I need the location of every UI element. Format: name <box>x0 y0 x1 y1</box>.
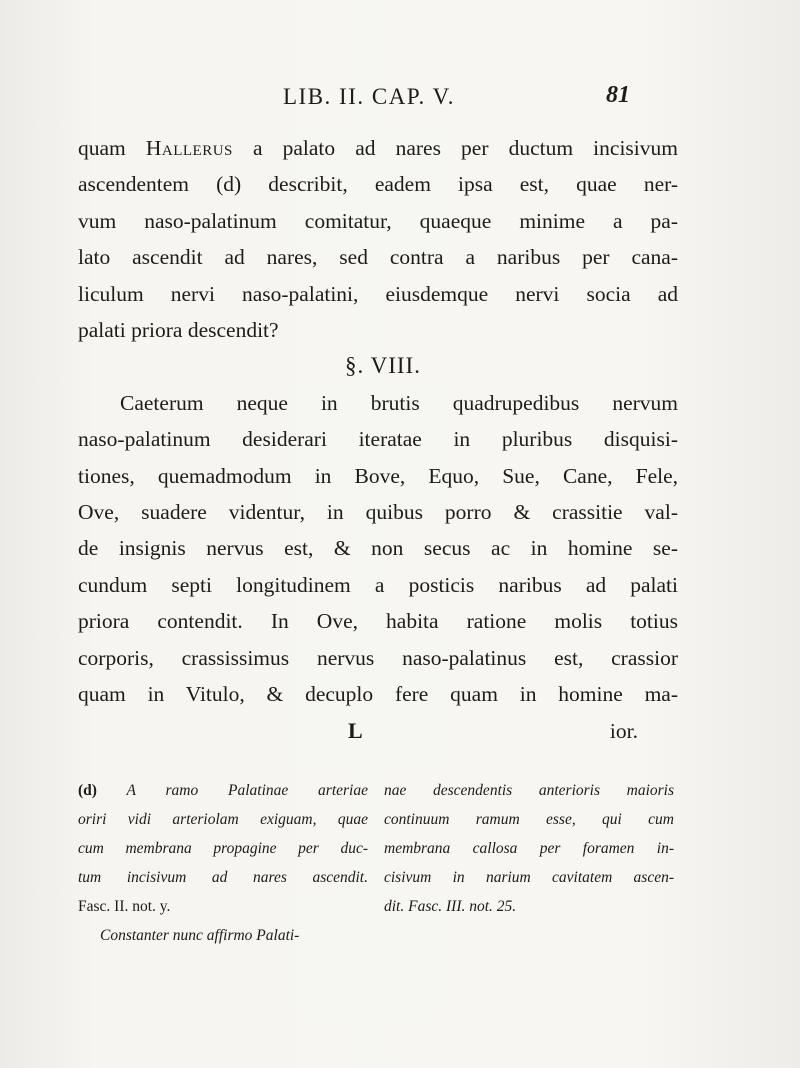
body-line: quam in Vitulo, & decuplo fere quam in homine ma- <box>78 682 678 707</box>
footnote-line: nae descendentis anterioris maioris <box>384 782 674 799</box>
body-line: ascendentem (d) describit, eadem ipsa est, quae ner- <box>78 172 678 197</box>
footnote-line: continuum ramum esse, qui cum <box>384 811 674 828</box>
body-line: tiones, quemadmodum in Bove, Equo, Sue, Cane, Fele, <box>78 463 678 488</box>
running-head: LIB. II. CAP. V. <box>283 84 456 109</box>
footnote-mark: (d) <box>78 782 97 799</box>
footnote-text: A ramo Palatinae arteriae <box>96 782 368 799</box>
footnote-column-right <box>384 776 674 921</box>
page-number: 81 <box>606 82 630 108</box>
body-line: cundum septi longitudinem a posticis naribus ad palati <box>78 572 678 597</box>
body-line-text: quam <box>78 136 146 160</box>
footnote-line: membrana callosa per foramen in- <box>384 840 674 857</box>
footnotes <box>78 776 678 976</box>
footnote-line: tum incisivum ad nares ascendit. <box>78 869 368 886</box>
footnote-line: Fasc. II. not. y. <box>78 898 171 915</box>
signature-mark: L <box>348 717 363 743</box>
footnote-line: Constanter nunc affirmo Palati- <box>100 927 300 944</box>
body-line: corporis, crassissimus nervus naso-palatinus est, crassior <box>78 645 678 670</box>
body-line-text: a palato ad nares per ductum incisivum <box>232 136 678 160</box>
body-line: naso-palatinum desiderari iteratae in pluribus disquisi- <box>78 427 678 452</box>
signature-line <box>78 713 678 749</box>
body-line: Caeterum neque in brutis quadrupedibus nervum <box>120 390 678 415</box>
body-line: de insignis nervus est, & non secus ac in homine se- <box>78 536 678 561</box>
body-line: Ove, suadere videntur, in quibus porro & crassitie val- <box>78 500 678 525</box>
footnote-line: dit. Fasc. III. not. 25. <box>384 898 517 915</box>
catchword: ior. <box>609 718 638 743</box>
page-header <box>0 84 800 120</box>
author-name: Hallerus <box>145 136 233 160</box>
footnote-column-left <box>78 776 368 950</box>
footnote-line: cisivum in narium cavitatem ascen- <box>384 869 674 886</box>
footnote-line: cum membrana propagine per duc- <box>78 840 368 857</box>
section-heading: §. VIII. <box>345 353 421 379</box>
body-text <box>78 130 678 749</box>
body-line: liculum nervi naso-palatini, eiusdemque nervi socia ad <box>78 281 678 306</box>
footnote-line: oriri vidi arteriolam exiguam, quae <box>78 811 368 828</box>
body-line: priora contendit. In Ove, habita ratione molis totius <box>78 609 678 634</box>
footnote-line <box>78 776 368 805</box>
body-line <box>78 130 678 166</box>
body-line: palati priora descendit? <box>78 318 279 343</box>
body-line: lato ascendit ad nares, sed contra a naribus per cana- <box>78 245 678 270</box>
body-line: vum naso-palatinum comitatur, quaeque minime a pa- <box>78 208 678 233</box>
